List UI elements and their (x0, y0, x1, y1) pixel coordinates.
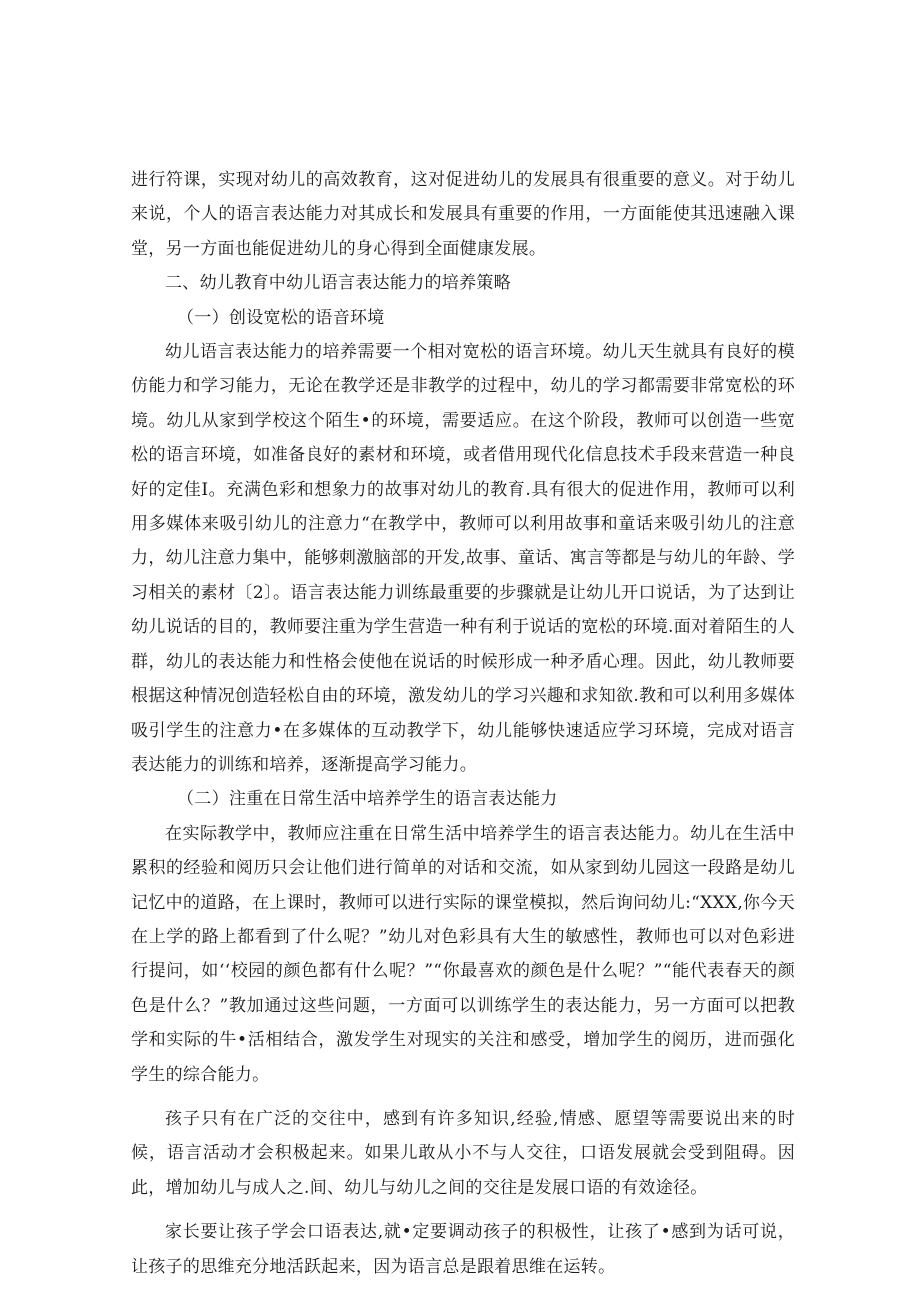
parents-paragraph: 家长要让孩子学会口语表达,就•定要调动孩子的积极性，让孩了•感到为话可说，让孩子的思维充分地活跃起来，因为语言总是跟着思维在运转。 (131, 1222, 795, 1277)
social-paragraph: 孩子只有在广泛的交往中，感到有许多知识,经验,情感、愿望等需要说出来的时候，语言活动才会积极起来。如果儿敢从小不与人交往，口语发展就会受到阻碍。因此，增加幼儿与成人之.间、幼儿与幼儿之间的交往是发展口语的有效途径。 (131, 1108, 795, 1198)
document-body (131, 163, 795, 1284)
paragraph-gap (131, 1205, 795, 1215)
subsection-2-paragraph: 在实际教学中，教师应注重在日常生活中培养学生的语言表达能力。幼儿在生活中累积的经验和阅历只会让他们进行简单的对话和交流，如从家到幼儿园这一段路是幼儿记忆中的道路，在上课时，教师可以进行实际的课堂模拟，然后询问幼儿:“XXX,你今天在上学的路上都看到了什么呢？”幼儿对色彩具有大生的敏感性，教师也可以对色彩进行提问，如‘‘校园的颜色都有什么呢？”“你最喜欢的颜色是什么呢？”“能代表春天的颜色是什么？”教加通过这些问题，一方面可以训练学生的表达能力，另一方面可以把教学和实际的牛•活相结合，激发学生对现实的关注和感受，增加学生的阅历，进而强化学生的综合能力。 (131, 823, 795, 1085)
section-heading: 二、幼儿教育中幼儿语言表达能力的培养策略 (165, 273, 511, 294)
subsection-1-paragraph: 幼儿语言表达能力的培养需要一个相对宽松的语言环境。幼儿天生就具有良好的模仿能力和学习能力，无论在教学还是非教学的过程中，幼儿的学习都需要非常宽松的环境。幼儿从家到学校这个陌生•的环境，需要适应。在这个阶段，教师可以创造一些宽松的语言环境，如准备良好的素材和环境，或者借用现代化信息技术手段来营造一种良好的定佳I。充满色彩和想象力的故事对幼儿的教育.具有很大的促进作用，教师可以利用多媒体来吸引幼儿的注意力“在教学中，教师可以利用故事和童话来吸引幼儿的注意力，幼儿注意力集中，能够刺激脑部的开发,故事、童话、寓言等都是与幼儿的年龄、学习相关的素材〔2〕。语言表达能力训练最重要的步骤就是让幼儿开口说话，为了达到让幼儿说话的目的，教师要注重为学生营造一种有利于说话的宽松的环境.面对着陌生的人群，幼儿的表达能力和性格会使他在说话的时候形成一种矛盾心理。因此，幼儿教师要根据这种情况创造轻松自由的环境，激发幼儿的学习兴趣和求知欲.教和可以利用多媒体吸引学生的注意力•在多媒体的互动教学下，幼儿能够快速适应学习环境，完成对语言表达能力的训练和培养，逐渐提高学习能力。 (131, 342, 795, 775)
subsection-heading-1: （一）创设宽松的语音环境 (177, 307, 385, 328)
subsection-heading-2: （二）注重在日常生活中培养学生的语言表达能力 (177, 789, 558, 810)
intro-paragraph: 进行符课，实现对幼儿的高效教育，这对促进幼儿的发展具有很重要的意义。对于幼儿来说，个人的语言表达能力对其成长和发展具有重要的作用，一方面能使其迅速融入课堂，另一方面也能促进幼儿的身心得到全面健康发展。 (131, 170, 795, 259)
paragraph-gap (131, 1092, 795, 1102)
